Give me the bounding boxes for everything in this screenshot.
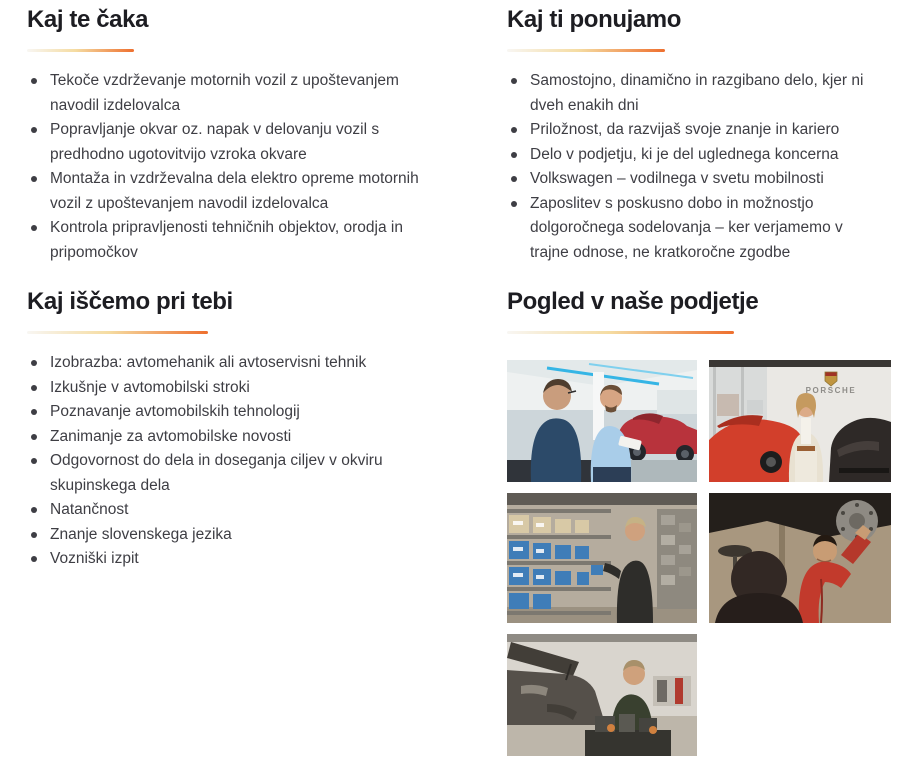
list-item: Kontrola pripravljenosti tehničnih objektov, orodja in pripomočkov — [27, 216, 447, 265]
porsche-wall-lettering: PORSCHE — [805, 386, 857, 395]
section-title-what-awaits: Kaj te čaka — [27, 6, 149, 33]
what-we-seek-list — [27, 351, 447, 572]
photo-porsche-showroom — [709, 360, 891, 482]
section-what-awaits — [27, 5, 447, 265]
list-item: Izkušnje v avtomobilski stroki — [27, 376, 447, 401]
porsche-showroom-image — [709, 360, 891, 482]
list-item: Priložnost, da razvijaš svoje znanje in kariero — [507, 118, 869, 143]
list-item: Tekoče vzdrževanje motornih vozil z upoštevanjem navodil izdelovalca — [27, 69, 447, 118]
list-item: Zaposlitev s poskusno dobo in možnostjo dolgoročnega sodelovanja – ker verjamemo v trajne odnose, ne kratkoročne zgodbe — [507, 192, 869, 266]
parts-warehouse-image — [507, 493, 697, 623]
photo-mechanic-under-car — [709, 493, 891, 623]
sections-grid — [27, 5, 886, 756]
list-item: Odgovornost do dela in doseganja ciljev v okviru skupinskega dela — [27, 449, 447, 498]
list-item: Zanimanje za avtomobilske novosti — [27, 425, 447, 450]
list-item: Popravljanje okvar oz. napak v delovanju vozil s predhodno ugotovitvijo vzroka okvare — [27, 118, 447, 167]
section-company-gallery — [507, 287, 887, 756]
mechanic-under-car-image — [709, 493, 891, 623]
what-we-offer-list — [507, 69, 869, 265]
list-item: Samostojno, dinamično in razgibano delo, kjer ni dveh enakih dni — [507, 69, 869, 118]
company-photo-grid — [507, 360, 887, 756]
list-item: Montaža in vzdrževalna dela elektro opreme motornih vozil z upoštevanjem navodil izdelovalca — [27, 167, 447, 216]
accent-underline — [27, 49, 134, 52]
photo-parts-warehouse — [507, 493, 697, 623]
list-item: Volkswagen – vodilnega v svetu mobilnosti — [507, 167, 869, 192]
list-item: Poznavanje avtomobilskih tehnologij — [27, 400, 447, 425]
photo-workshop-technician — [507, 634, 697, 756]
accent-underline — [507, 331, 734, 334]
what-awaits-list — [27, 69, 447, 265]
photo-showroom-advisors — [507, 360, 697, 482]
list-item: Delo v podjetju, ki je del uglednega koncerna — [507, 143, 869, 168]
section-title-what-we-offer: Kaj ti ponujamo — [507, 6, 682, 33]
section-what-we-offer — [507, 5, 887, 265]
workshop-technician-image — [507, 634, 697, 756]
list-item: Natančnost — [27, 498, 447, 523]
section-title-what-we-seek: Kaj iščemo pri tebi — [27, 288, 233, 315]
accent-underline — [507, 49, 665, 52]
list-item: Vozniški izpit — [27, 547, 447, 572]
list-item: Izobrazba: avtomehanik ali avtoservisni tehnik — [27, 351, 447, 376]
section-what-we-seek — [27, 287, 447, 572]
accent-underline — [27, 331, 208, 334]
showroom-advisors-image — [507, 360, 697, 482]
section-title-company-gallery: Pogled v naše podjetje — [507, 288, 759, 315]
list-item: Znanje slovenskega jezika — [27, 523, 447, 548]
